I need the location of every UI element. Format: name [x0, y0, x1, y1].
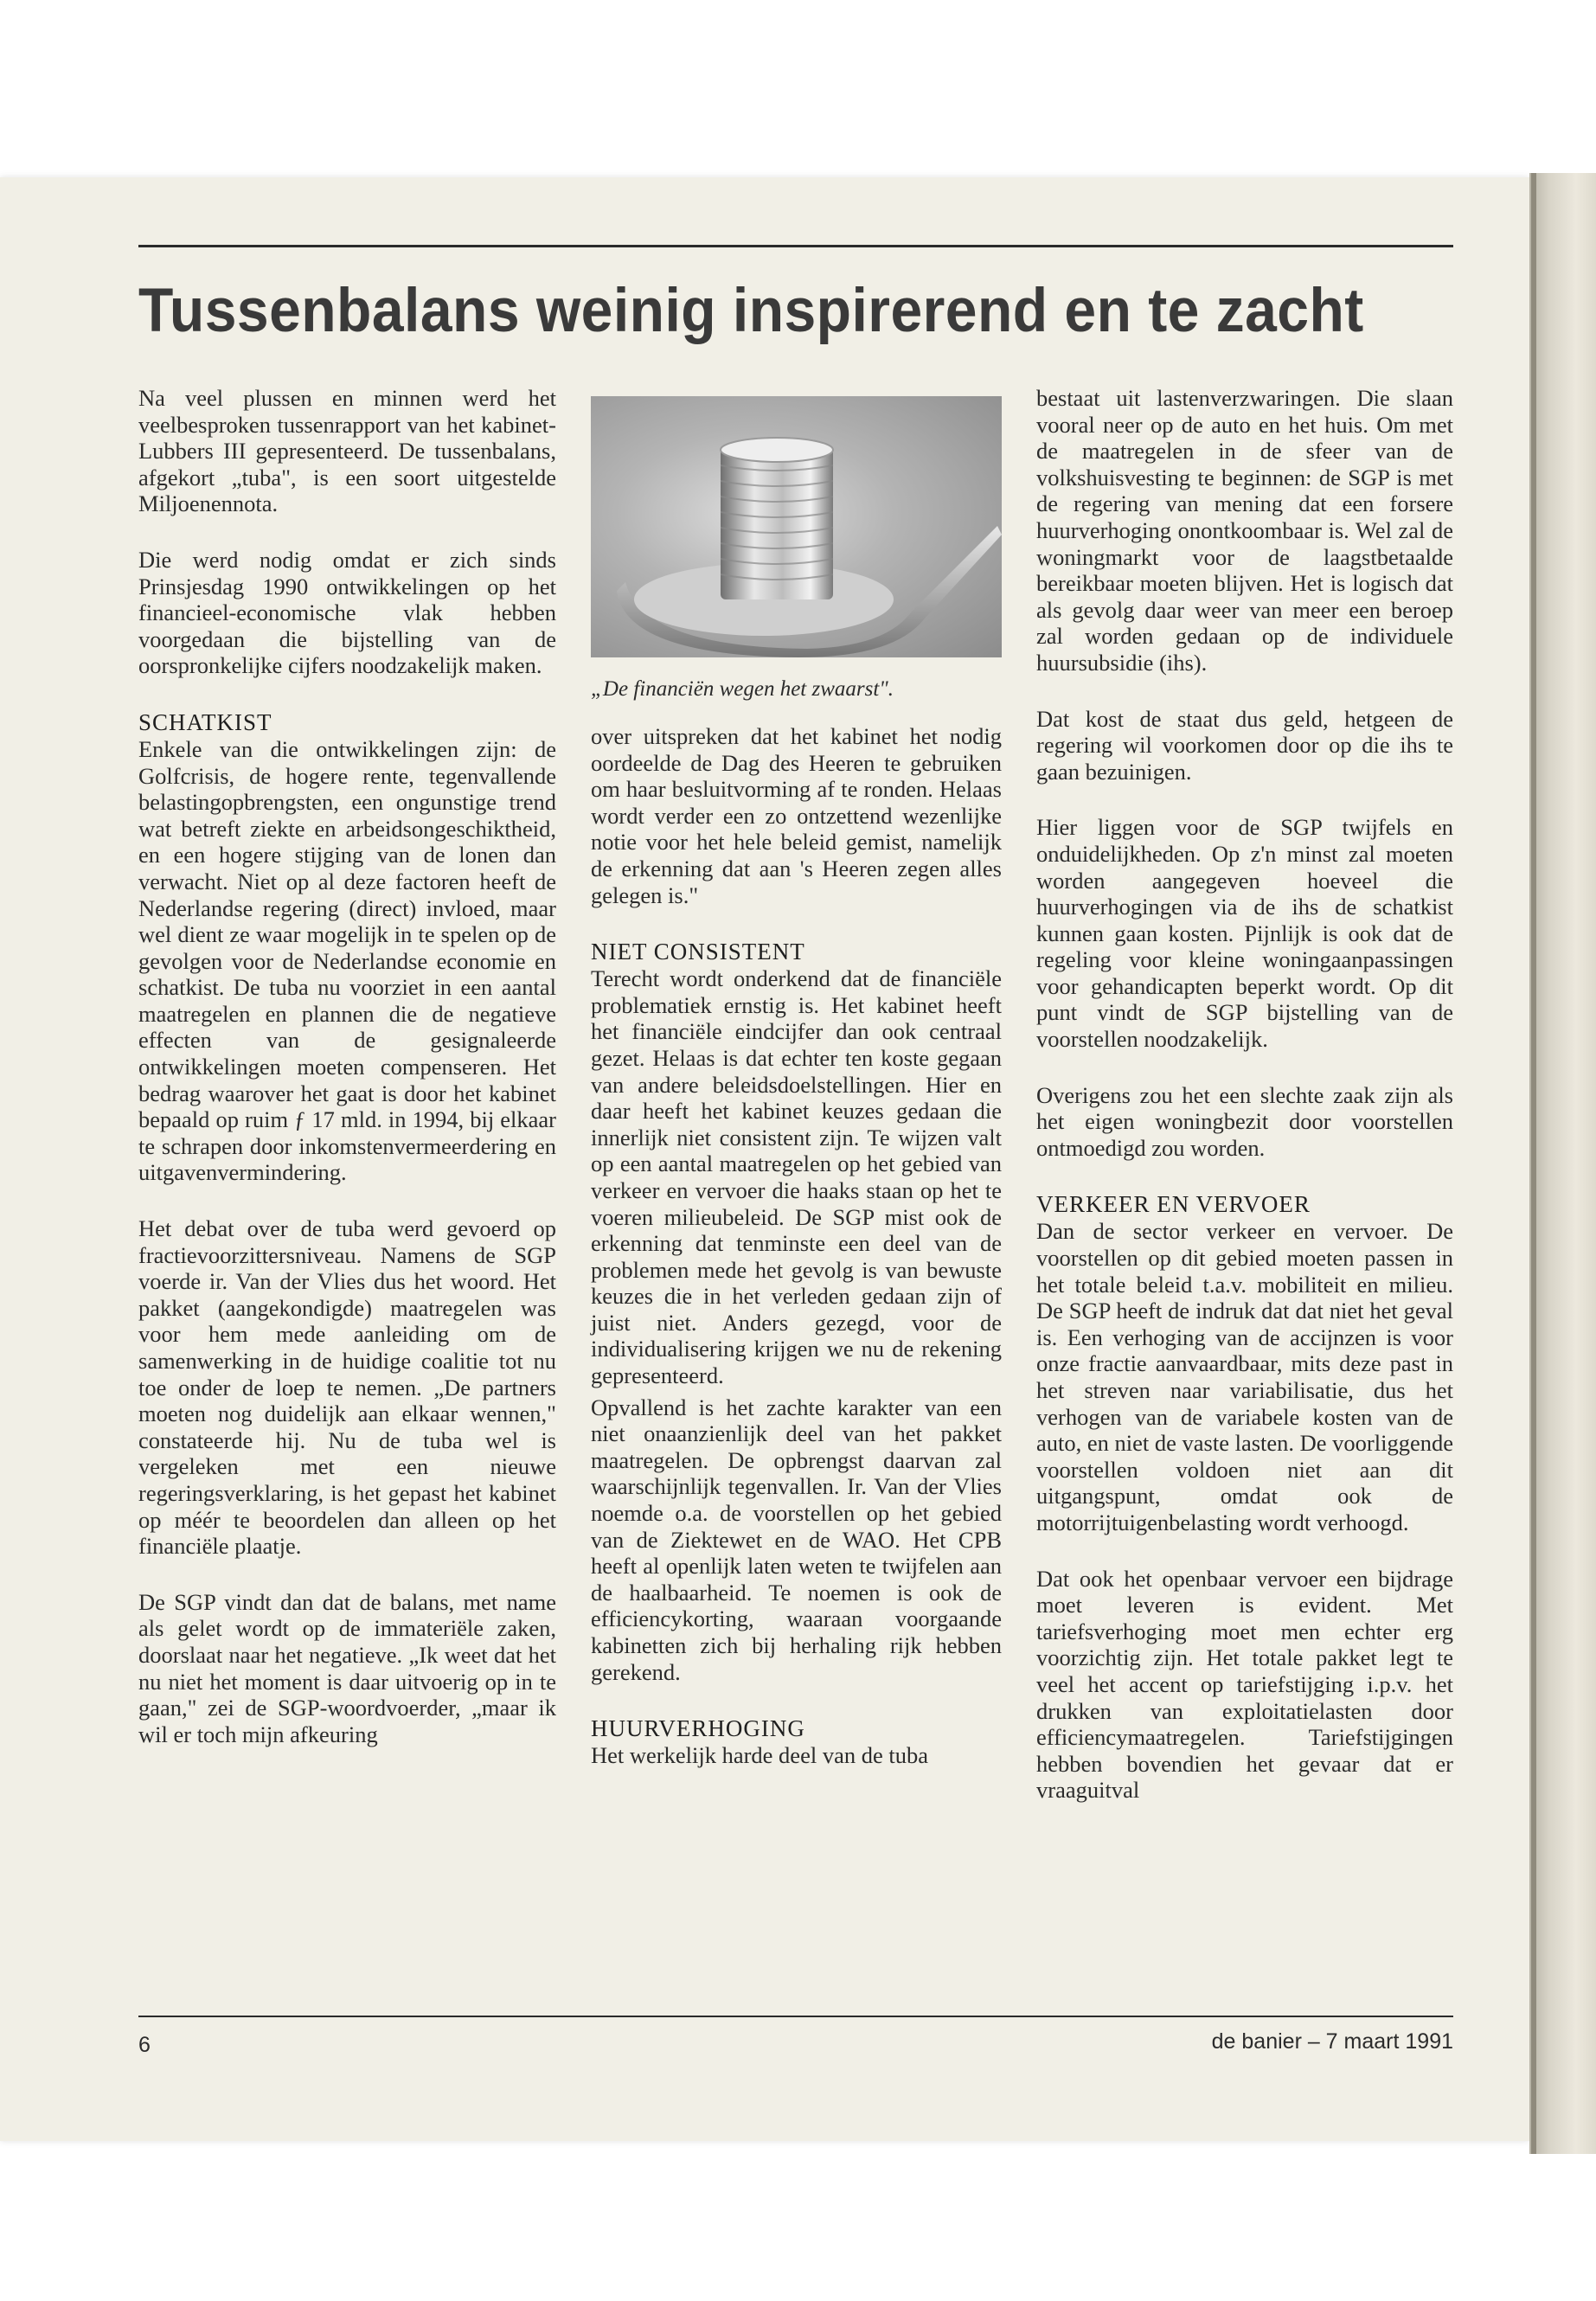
- paragraph: Overigens zou het een slechte zaak zijn als het eigen woningbezit door voorstellen ontmoedigd zou worden.: [1036, 1081, 1453, 1161]
- column-1: [138, 385, 556, 1777]
- coins-on-spoon-image: [591, 396, 1002, 657]
- bottom-rule: [138, 2016, 1453, 2017]
- section-heading-schatkist: SCHATKIST: [138, 708, 272, 735]
- column-3: [1036, 385, 1453, 1833]
- section-heading-huurverhoging: HUURVERHOGING: [591, 1715, 805, 1742]
- photo-caption: „De financiën wegen het zwaarst".: [591, 677, 894, 701]
- book-spine: [1529, 173, 1596, 2154]
- paragraph: Het werkelijk harde deel van de tuba: [591, 1742, 928, 1769]
- paragraph: bestaat uit lastenverzwaringen. Die slaan vooral neer op de auto en het huis. Om met de maatregelen in de sfeer van de volkshuisvesting te beginnen: de SGP is met de regering van mening dat een forsere huurverhoging onontkoombaar is. Wel zal de woningmarkt voor de laagstbetaalde bereikbaar moeten blijven. Het is logisch dat als gevolg daar weer van meer een beroep zal worden gedaan op de individuele huursubsidie (ihs).: [1036, 385, 1453, 676]
- paragraph: Die werd nodig omdat er zich sinds Prinsjesdag 1990 ontwikkelingen op het financieel-economische vlak hebben voorgedaan die bijstelling van de oorspronkelijke cijfers noodzakelijk maken.: [138, 546, 556, 679]
- page-number: 6: [138, 2033, 151, 2057]
- spine-edge: [1531, 173, 1536, 2154]
- paragraph: De SGP vindt dan dat de balans, met name als gelet wordt op de immateriële zaken, doorslaat naar het negatieve. „Ik weet dat het nu niet het moment is daar uitvoerig op in te gaan," zei de SGP-woordvoerder, „maar ik wil er toch mijn afkeuring: [138, 1588, 556, 1747]
- paragraph: Opvallend is het zachte karakter van een niet onaanzienlijk deel van het pakket maatregelen. De opbrengst daarvan zal waarschijnlijk tegenvallen. Ir. Van der Vlies noemde o.a. de voorstellen op het gebied van de Ziektewet en de WAO. Het CPB heeft al openlijk laten weten te twijfelen aan de haalbaarheid. Te noemen is ook de efficiencykorting, waaraan voorgaande kabinetten zich bij herhaling rijk hebben gerekend.: [591, 1394, 1002, 1685]
- top-rule: [138, 245, 1453, 247]
- section-heading-verkeer: VERKEER EN VERVOER: [1036, 1191, 1311, 1218]
- paragraph: Hier liggen voor de SGP twijfels en onduidelijkheden. Op z'n minst zal moeten worden aangegeven hoeveel die huurverhogingen via de ihs de schatkist kunnen gaan kosten. Pijnlijk is ook dat de regeling voor kleine woningaanpassingen voor gehandicapten beperkt wordt. Op dit punt vindt de SGP bijstelling van de voorstellen noodzakelijk.: [1036, 814, 1453, 1053]
- article-photo: [591, 396, 1002, 657]
- paragraph: Enkele van die ontwikkelingen zijn: de Golfcrisis, de hogere rente, tegenvallende belastingopbrengsten, een ongunstige trend wat betreft ziekte en arbeidsongeschiktheid, en een hogere stijging van de lonen dan verwacht. Niet op al deze factoren heeft de Nederlandse regering (direct) invloed, maar wel dient ze waar mogelijk in te spelen op de gevolgen voor de Nederlandse economie en schatkist. De tuba nu voorziet in een aantal maatregelen en plannen die de negatieve effecten van de gesignaleerde ontwikkelingen moeten compenseren. Het bedrag waarover het gaat is door het kabinet bepaald op ruim ƒ 17 mld. in 1994, bij elkaar te schrapen door inkomstenvermeerdering en uitgavenvermindering.: [138, 735, 556, 1186]
- paragraph: Dat ook het openbaar vervoer een bijdrage moet leveren is evident. Met tariefsverhoging moet men echter erg voorzichtig zijn. Het totale pakket legt te veel het accent op tariefstijging i.p.v. het drukken van exploitatielasten door efficiencymaatregelen. Tariefstijgingen hebben bovendien het gevaar dat er vraaguitval: [1036, 1565, 1453, 1804]
- paragraph: Na veel plussen en minnen werd het veelbesproken tussenrapport van het kabinet-Lubbers III gepresenteerd. De tussenbalans, afgekort „tuba", is een soort uitgestelde Miljoenennota.: [138, 385, 556, 517]
- paragraph: Dan de sector verkeer en vervoer. De voorstellen op dit gebied moeten passen in het totale beleid t.a.v. mobiliteit en milieu. De SGP heeft de indruk dat dat niet het geval is. Een verhoging van de accijnzen is voor onze fractie aanvaardbaar, mits deze past in het streven naar variabilisatie, dus het verhogen van de variabele kosten van de auto, en niet de vaste lasten. De voorliggende voorstellen voldoen niet aan dit uitgangspunt, omdat ook de motorrijtuigenbelasting wordt verhoogd.: [1036, 1218, 1453, 1535]
- paragraph: Dat kost de staat dus geld, hetgeen de regering wil voorkomen door op die ihs te gaan bezuinigen.: [1036, 705, 1453, 785]
- column-2: [591, 723, 1002, 1798]
- paragraph: over uitspreken dat het kabinet het nodig oordeelde de Dag des Heeren te gebruiken om haar besluitvorming af te ronden. Helaas wordt verder een zo ontzettend wezenlijke notie voor het hele beleid gemist, namelijk de erkenning dat aan 's Heeren zegen alles gelegen is.": [591, 723, 1002, 908]
- paragraph: Het debat over de tuba werd gevoerd op fractievoorzittersniveau. Namens de SGP voerde ir. Van der Vlies dus het woord. Het pakket (aangekondigde) maatregelen was voor hem mede aanleiding om de samenwerking in de huidige coalitie tot nu toe onder de loep te nemen. „De partners moeten nog duidelijk aan elkaar wennen," constateerde hij. Nu de tuba wel is vergeleken met een nieuwe regeringsverklaring, is het gepast het kabinet op méér te beoordelen dan alleen op het financiële plaatje.: [138, 1215, 556, 1560]
- publication-source: de banier – 7 maart 1991: [1211, 2029, 1453, 2054]
- section-heading-niet-consistent: NIET CONSISTENT: [591, 939, 805, 965]
- article-title: Tussenbalans weinig inspirerend en te zacht: [138, 277, 1364, 345]
- paragraph: Terecht wordt onderkend dat de financiële problematiek ernstig is. Het kabinet heeft het financiële eindcijfer dan ook centraal gezet. Helaas is dat echter ten koste gegaan van andere beleidsdoelstellingen. Hier en daar heeft het kabinet keuzes gedaan die innerlijk niet consistent zijn. Te wijzen valt op een aantal maatregelen op het gebied van verkeer en vervoer die haaks staan op het te voeren milieubeleid. De SGP mist ook de erkenning dat tenminste een deel van de problemen mede het gevolg is van bewuste keuzes die in het verleden gedaan zijn of juist niet. Anders gezegd, voor de individualisering krijgen we nu de rekening gepresenteerd.: [591, 965, 1002, 1389]
